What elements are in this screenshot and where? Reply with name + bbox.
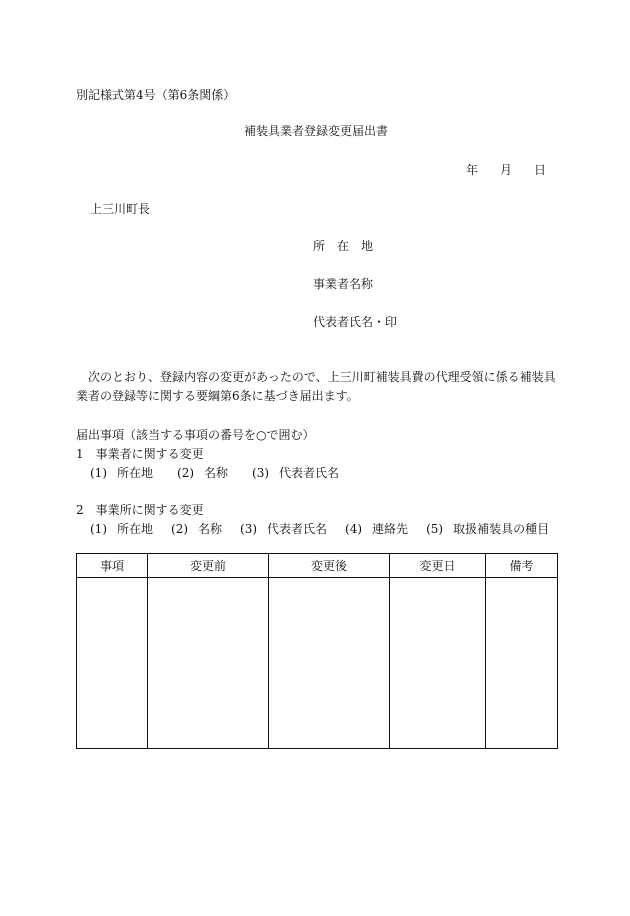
cell-change-date[interactable] [390,578,486,749]
cell-item[interactable] [77,578,148,749]
option-item[interactable] [171,520,222,537]
section-options [90,520,567,537]
column-header-remarks: 備考 [486,554,558,578]
cell-remarks[interactable] [486,578,558,749]
option-number: (1) [90,522,107,536]
business-name-label: 事業者名称 [313,277,374,291]
option-label: 代表者氏名 [279,466,340,480]
body-text: 次のとおり、登録内容の変更があったので、上三川町補装具費の代理受領に係る補装具業者の登録等に関する要綱第6条に基づき届出ます。 [76,370,556,403]
option-label: 名称 [198,522,223,536]
option-label: 所在地 [117,466,154,480]
column-header-after: 変更後 [269,554,390,578]
option-item[interactable] [252,464,339,481]
form-number: 別記様式第4号（第6条関係） [76,88,236,102]
section-heading: 1 事業者に関する変更 [76,447,204,461]
representative-label: 代表者氏名・印 [313,315,398,329]
option-number: (3) [252,466,270,480]
option-item[interactable] [90,464,153,481]
option-number: (1) [90,466,107,480]
option-label: 取扱補装具の種目 [453,522,550,536]
option-number: (3) [240,522,258,536]
table-row [77,578,558,749]
option-number: (2) [177,466,195,480]
cell-before[interactable] [148,578,269,749]
recipient: 上三川町長 [90,202,151,216]
date-day: 日 [534,163,547,177]
option-label: 名称 [204,466,229,480]
option-label: 連絡先 [372,522,409,536]
date-line [466,161,546,178]
document-title: 補装具業者登録変更届出書 [244,124,389,138]
option-item[interactable] [240,520,327,537]
column-header-item: 事項 [77,554,148,578]
option-number: (5) [426,522,444,536]
option-label: 代表者氏名 [267,522,328,536]
option-item[interactable] [177,464,228,481]
section-options [90,464,363,481]
option-item[interactable] [426,520,549,537]
date-year: 年 [466,163,479,177]
change-table [76,553,558,749]
option-number: (2) [171,522,189,536]
table-header-row [77,554,558,578]
option-label: 所在地 [117,522,154,536]
items-heading: 届出事項（該当する事項の番号を○で囲む） [76,428,315,442]
column-header-change-date: 変更日 [390,554,486,578]
option-item[interactable] [345,520,408,537]
section-heading: 2 事業所に関する変更 [76,503,204,517]
option-number: (4) [345,522,363,536]
option-item[interactable] [90,520,153,537]
address-label: 所 在 地 [313,239,374,253]
cell-after[interactable] [269,578,390,749]
date-month: 月 [500,163,513,177]
column-header-before: 変更前 [148,554,269,578]
